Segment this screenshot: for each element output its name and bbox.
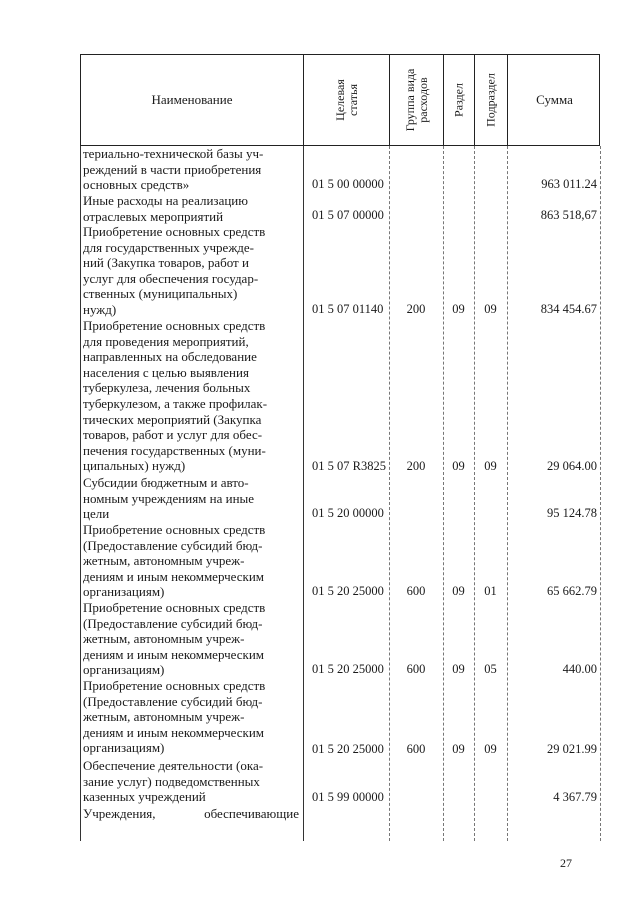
header-sum-cell xyxy=(508,55,601,145)
row-name: Учреждения, обеспечивающие xyxy=(83,806,299,821)
table-row xyxy=(80,758,600,806)
row-target: 01 5 20 25000 xyxy=(312,584,384,599)
row-subsection: 01 xyxy=(484,584,497,599)
header-target-cell xyxy=(304,55,390,145)
table-row xyxy=(80,678,600,758)
row-sum: 863 518,67 xyxy=(540,208,597,223)
row-name: Приобретение основных средств (Предоставление субсидий бюд- жетным, автономным учреж- дениям и иным некоммерческим организациям) xyxy=(83,600,266,678)
row-target: 01 5 07 00000 xyxy=(312,208,384,223)
table-row xyxy=(80,522,600,600)
row-subsection: 09 xyxy=(484,302,497,317)
row-sum: 29 064.00 xyxy=(547,459,597,474)
row-target: 01 5 20 00000 xyxy=(312,506,384,521)
header-target: Целевая статья xyxy=(332,79,360,121)
table-row xyxy=(80,806,600,824)
row-sum: 29 021.99 xyxy=(547,742,597,757)
row-target: 01 5 07 R3825 xyxy=(312,459,386,474)
header-name: Наименование xyxy=(151,92,233,107)
table-row xyxy=(80,224,600,318)
row-sum: 440.00 xyxy=(562,662,597,677)
header-section-cell xyxy=(444,55,475,145)
header-subsection-cell xyxy=(475,55,508,145)
row-section: 09 xyxy=(452,742,465,757)
table-row xyxy=(80,318,600,475)
page-number: 27 xyxy=(560,856,572,870)
table-body xyxy=(80,146,600,824)
header-name-cell xyxy=(81,55,304,145)
row-target: 01 5 07 01140 xyxy=(312,302,384,317)
row-name: Субсидии бюджетным и авто- номным учреждениям на иные цели xyxy=(83,475,255,522)
column-rule xyxy=(600,146,601,841)
header-sum: Сумма xyxy=(536,92,573,107)
table-row xyxy=(80,600,600,678)
row-name: Обеспечение деятельности (ока- зание услуг) подведомственных казенных учреждений xyxy=(83,758,264,805)
header-group-cell xyxy=(390,55,444,145)
row-sum: 834 454.67 xyxy=(540,302,597,317)
row-target: 01 5 20 25000 xyxy=(312,662,384,677)
row-subsection: 05 xyxy=(484,662,497,677)
row-name: Приобретение основных средств (Предоставление субсидий бюд- жетным, автономным учреж- дениям и иным некоммерческим организациям) xyxy=(83,678,266,756)
row-section: 09 xyxy=(452,584,465,599)
table-row xyxy=(80,193,600,224)
row-group: 200 xyxy=(406,302,426,317)
row-section: 09 xyxy=(452,459,465,474)
row-target: 01 5 99 00000 xyxy=(312,790,384,805)
row-target: 01 5 00 00000 xyxy=(312,177,384,192)
table-header xyxy=(80,54,600,146)
row-sum: 65 662.79 xyxy=(547,584,597,599)
row-sum: 4 367.79 xyxy=(553,790,597,805)
row-section: 09 xyxy=(452,302,465,317)
row-section: 09 xyxy=(452,662,465,677)
row-group: 200 xyxy=(406,459,426,474)
row-target: 01 5 20 25000 xyxy=(312,742,384,757)
header-group: Группа вида расходов xyxy=(402,68,430,132)
row-subsection: 09 xyxy=(484,459,497,474)
row-name: териально-технической базы уч- реждений в части приобретения основных средств» xyxy=(83,146,264,193)
row-group: 600 xyxy=(406,584,426,599)
header-section: Раздел xyxy=(451,83,466,117)
row-sum: 963 011.24 xyxy=(541,177,597,192)
table-row xyxy=(80,146,600,193)
row-name: Приобретение основных средств для проведения мероприятий, направленных на обследование населения с целью выявления туберкулеза, лечения больных туберкулезом, а также профилак- тических мероприятий (Закупка товаров, работ и услуг для обес- печения государственных (муни- ципальных) нужд) xyxy=(83,318,268,474)
header-subsection: Подраздел xyxy=(483,73,498,127)
table-row xyxy=(80,475,600,522)
row-name: Приобретение основных средств (Предоставление субсидий бюд- жетным, автономным учреж- дениям и иным некоммерческим организациям) xyxy=(83,522,266,600)
row-name: Иные расходы на реализацию отраслевых мероприятий xyxy=(83,193,248,224)
row-name: Приобретение основных средств для государственных учрежде- ний (Закупка товаров, работ и услуг для обеспечения государ- ственных (муниципальных) нужд) xyxy=(83,224,266,317)
row-sum: 95 124.78 xyxy=(547,506,597,521)
row-group: 600 xyxy=(406,742,426,757)
row-group: 600 xyxy=(406,662,426,677)
row-subsection: 09 xyxy=(484,742,497,757)
